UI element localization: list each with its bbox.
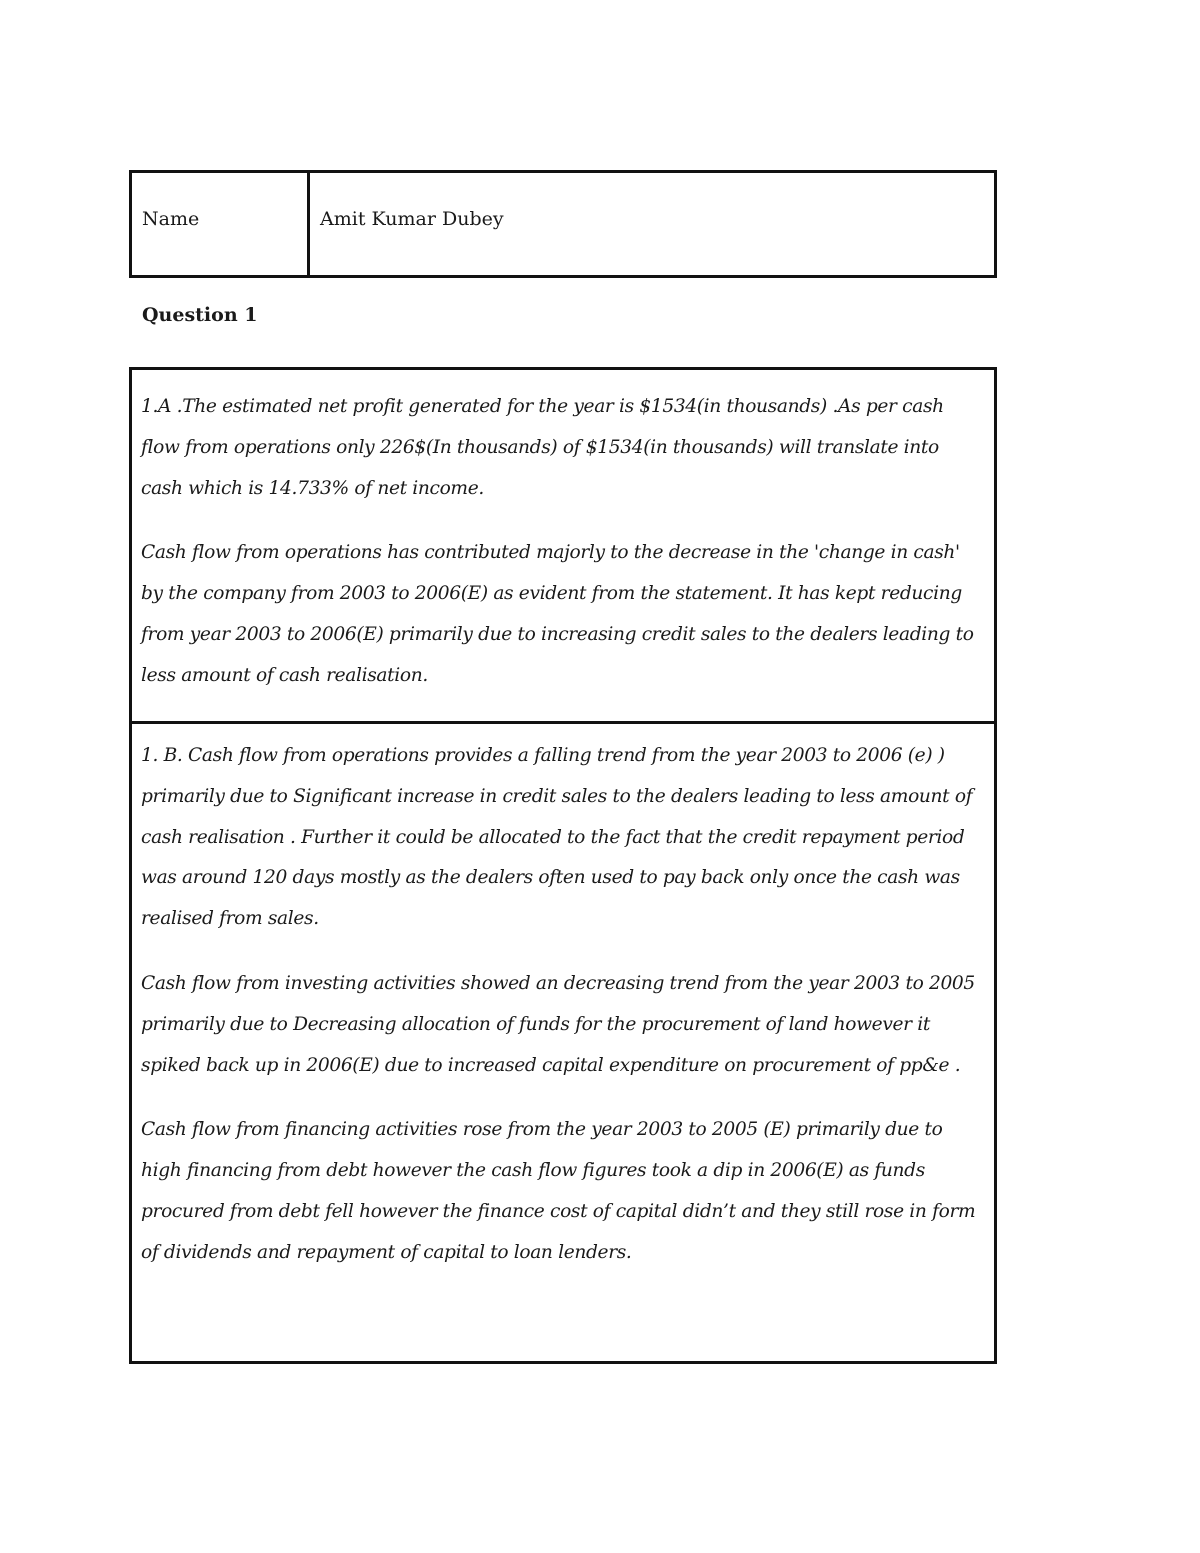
answer-a-paragraph-1: 1.A .The estimated net profit generated for the year is $1534(in thousands) .As per cash flow from operations only 226$(In thousands) of $1534(in thousands) will translate into cash which is 14.733% of net income. [141, 396, 944, 499]
answer-b-paragraph-1: 1. B. Cash flow from operations provides a falling trend from the year 2003 to 2006 (e) ) primarily due to Significant increase in credit sales to the dealers leading to less amount of cash realisation . Further it could be allocated to the fact that the credit repayment period was around 120 days mostly as the dealers often used to pay back only once the cash was realised from sales. [141, 745, 973, 930]
answer-cell-a [131, 369, 996, 723]
question-heading: Question 1 [142, 304, 258, 326]
answer-a-paragraph-2: Cash flow from operations has contributed majorly to the decrease in the 'change in cash' by the company from 2003 to 2006(E) as evident from the statement. It has kept reducing from year 2003 to 2006(E) primarily due to increasing credit sales to the dealers leading to less amount of cash realisation. [141, 542, 974, 686]
answer-row-a [131, 369, 996, 723]
name-value: Amit Kumar Dubey [309, 172, 996, 277]
answer-b-paragraph-3: Cash flow from financing activities rose from the year 2003 to 2005 (E) primarily due to high financing from debt however the cash flow figures took a dip in 2006(E) as funds procured from debt fell however the finance cost of capital didn’t and they still rose in form of dividends and repayment of capital to loan lenders. [141, 1119, 976, 1263]
name-table [129, 170, 997, 278]
name-label: Name [131, 172, 309, 277]
name-row [131, 172, 996, 277]
answer-b-paragraph-2: Cash flow from investing activities showed an decreasing trend from the year 2003 to 2005 primarily due to Decreasing allocation of funds for the procurement of land however it spiked back up in 2006(E) due to increased capital expenditure on procurement of pp&e . [141, 972, 975, 1076]
answer-table [129, 367, 997, 1364]
answer-cell-b [131, 723, 996, 1363]
answer-row-b [131, 723, 996, 1363]
